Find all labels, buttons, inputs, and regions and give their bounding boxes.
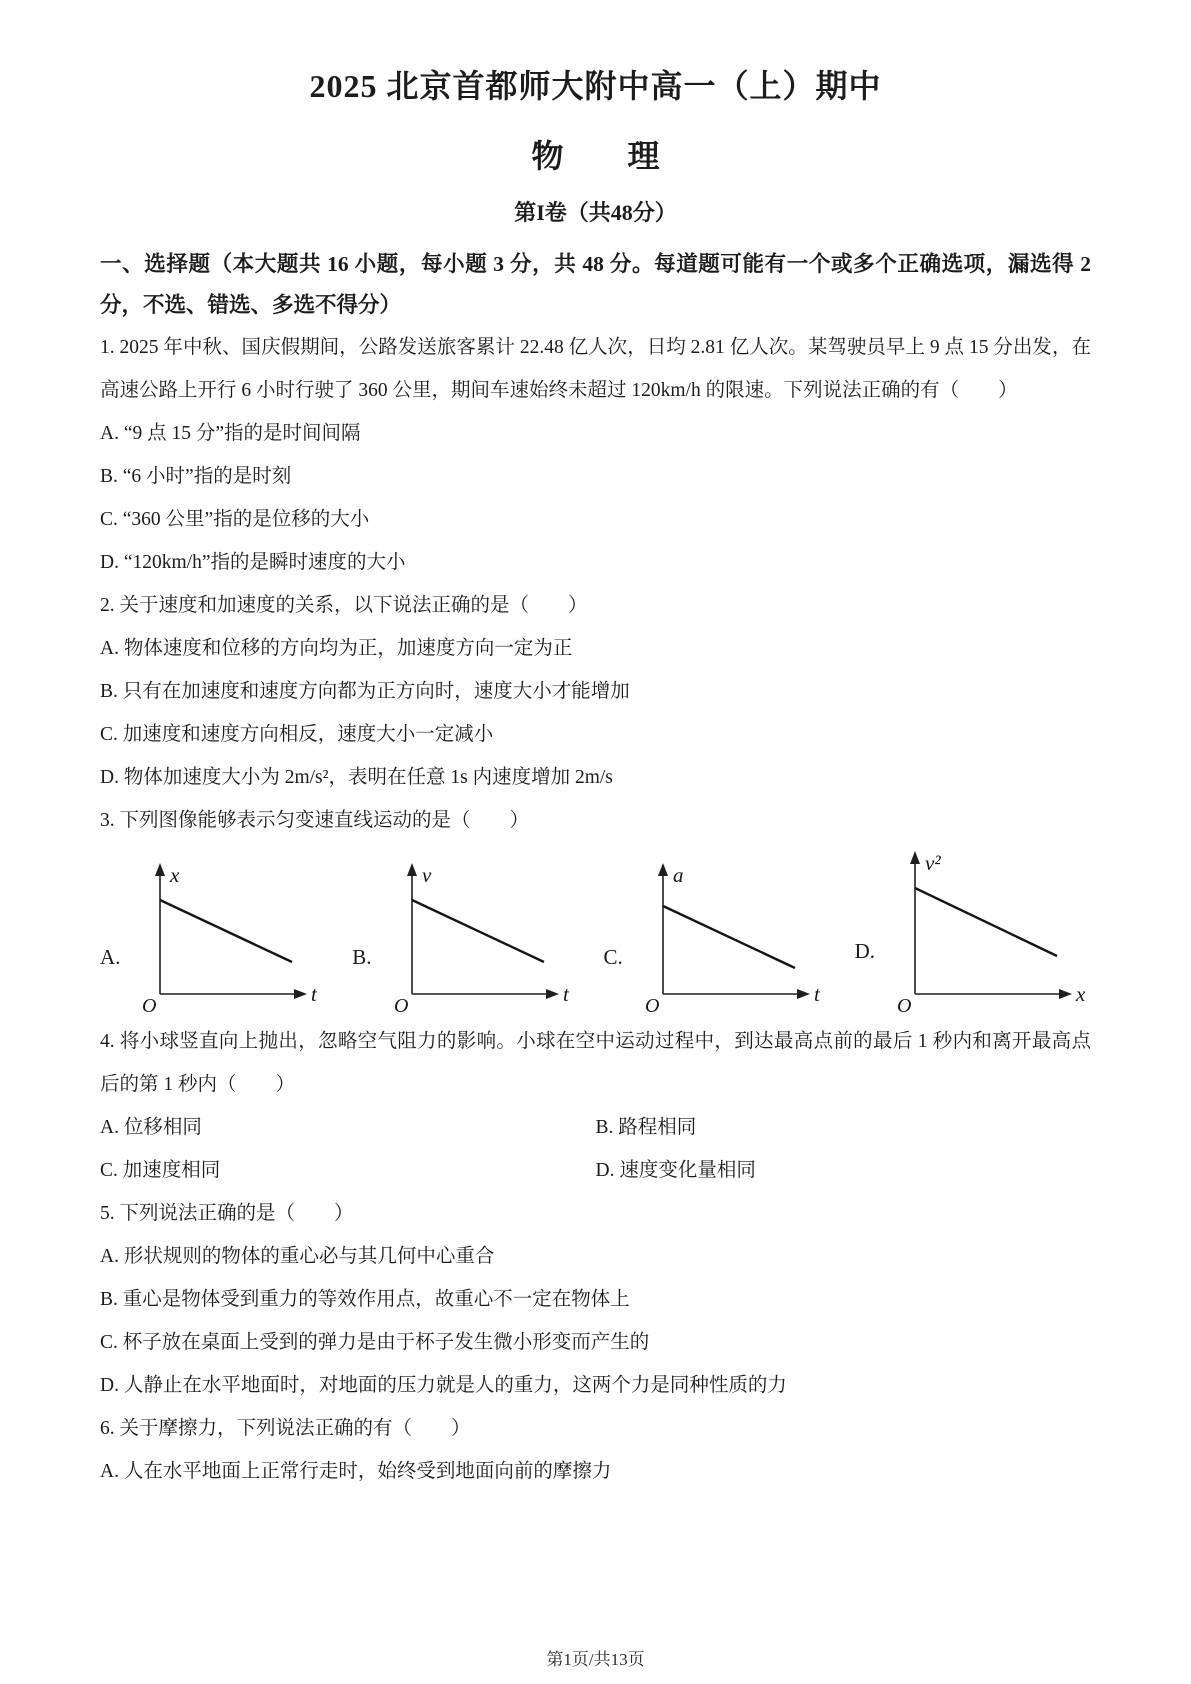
- origin-label: O: [644, 995, 660, 1017]
- question-2-option-d: D. 物体加速度大小为 2m/s²，表明在任意 1s 内速度增加 2m/s: [100, 767, 613, 788]
- graph-option-c-label: C.: [603, 944, 623, 969]
- graph-option-c: [603, 860, 828, 1018]
- origin-label: O: [393, 995, 409, 1017]
- velocity-time-graph: [378, 860, 578, 1018]
- question-5-option-c: C. 杯子放在桌面上受到的弹力是由于杯子发生微小形变而产生的: [100, 1332, 650, 1353]
- question-1-option-c: C. “360 公里”指的是位移的大小: [100, 509, 370, 530]
- question-5: [100, 1192, 1091, 1407]
- question-3-stem: 3. 下列图像能够表示匀变速直线运动的是（ ）: [100, 810, 530, 831]
- question-2-stem: 2. 关于速度和加速度的关系，以下说法正确的是（ ）: [100, 595, 588, 616]
- acceleration-time-graph: [629, 860, 829, 1018]
- question-5-option-a: A. 形状规则的物体的重心必与其几何中心重合: [100, 1246, 495, 1267]
- question-1: [100, 326, 1091, 584]
- question-4-stem: 4. 将小球竖直向上抛出，忽略空气阻力的影响。小球在空中运动过程中，到达最高点前的最后 1 秒内和离开最高点后的第 1 秒内（ ）: [100, 1031, 1091, 1095]
- question-5-option-b: B. 重心是物体受到重力的等效作用点，故重心不一定在物体上: [100, 1289, 630, 1310]
- y-axis-label: a: [672, 863, 684, 887]
- question-2-option-b: B. 只有在加速度和速度方向都为正方向时，速度大小才能增加: [100, 681, 630, 702]
- section-intro: 一、选择题（本大题共 16 小题，每小题 3 分，共 48 分。每道题可能有一个或多个正确选项，漏选得 2 分，不选、错选、多选不得分）: [100, 252, 1091, 317]
- question-5-option-d: D. 人静止在水平地面时，对地面的压力就是人的重力，这两个力是同种性质的力: [100, 1375, 787, 1396]
- graph-option-a-label: A.: [100, 944, 121, 969]
- question-4: [100, 1020, 1091, 1192]
- question-5-stem: 5. 下列说法正确的是（ ）: [100, 1203, 354, 1224]
- question-1-option-d: D. “120km/h”指的是瞬时速度的大小: [100, 552, 406, 573]
- question-6-stem: 6. 关于摩擦力，下列说法正确的有（ ）: [100, 1418, 471, 1439]
- graph-option-d: [855, 848, 1091, 1018]
- x-axis-label: x: [1076, 982, 1086, 1006]
- question-2: [100, 584, 1091, 799]
- question-6: [100, 1407, 1091, 1493]
- graph-option-d-label: D.: [854, 938, 875, 963]
- graph-option-b-label: B.: [352, 944, 372, 969]
- x-axis-label: t: [813, 982, 820, 1006]
- exam-title: 2025 北京首都师大附中高一（上）期中: [309, 68, 882, 104]
- origin-label: O: [142, 995, 157, 1017]
- subject-title: 物 理: [531, 138, 660, 174]
- origin-label: O: [897, 995, 912, 1017]
- question-4-option-b: B. 路程相同: [595, 1117, 697, 1138]
- question-2-option-a: A. 物体速度和位移的方向均为正，加速度方向一定为正: [100, 638, 573, 659]
- question-1-option-b: B. “6 小时”指的是时刻: [100, 466, 292, 487]
- question-3: [100, 799, 1091, 1018]
- question-1-stem: 1. 2025 年中秋、国庆假期间，公路发送旅客累计 22.48 亿人次，日均 2.81 亿人次。某驾驶员早上 9 点 15 分出发，在高速公路上开行 6 小时行驶了 360 公里，期间车速始终未超过 120km/h 的限速。下列说法正确的有（ ）: [100, 337, 1091, 401]
- question-1-option-a: A. “9 点 15 分”指的是时间间隔: [100, 423, 361, 444]
- question-3-graph-row: [100, 848, 1091, 1018]
- question-6-option-a: A. 人在水平地面上正常行走时，始终受到地面向前的摩擦力: [100, 1461, 612, 1482]
- velocity-squared-position-graph: [881, 848, 1091, 1018]
- position-time-graph: [126, 860, 326, 1018]
- volume-header: 第I卷（共48分）: [514, 200, 677, 225]
- y-axis-label: x: [170, 863, 180, 887]
- x-axis-label: t: [311, 982, 318, 1006]
- page-footer: 第1页/共13页: [546, 1650, 645, 1669]
- question-4-options: [100, 1106, 1091, 1192]
- y-axis-label: v²: [925, 851, 941, 875]
- question-4-option-c: C. 加速度相同: [100, 1160, 221, 1181]
- graph-option-b: [352, 860, 577, 1018]
- question-2-option-c: C. 加速度和速度方向相反，速度大小一定减小: [100, 724, 494, 745]
- x-axis-label: t: [562, 982, 569, 1006]
- question-4-option-a: A. 位移相同: [100, 1117, 202, 1138]
- question-4-option-d: D. 速度变化量相同: [595, 1160, 756, 1181]
- y-axis-label: v: [421, 863, 431, 887]
- graph-option-a: [100, 860, 326, 1018]
